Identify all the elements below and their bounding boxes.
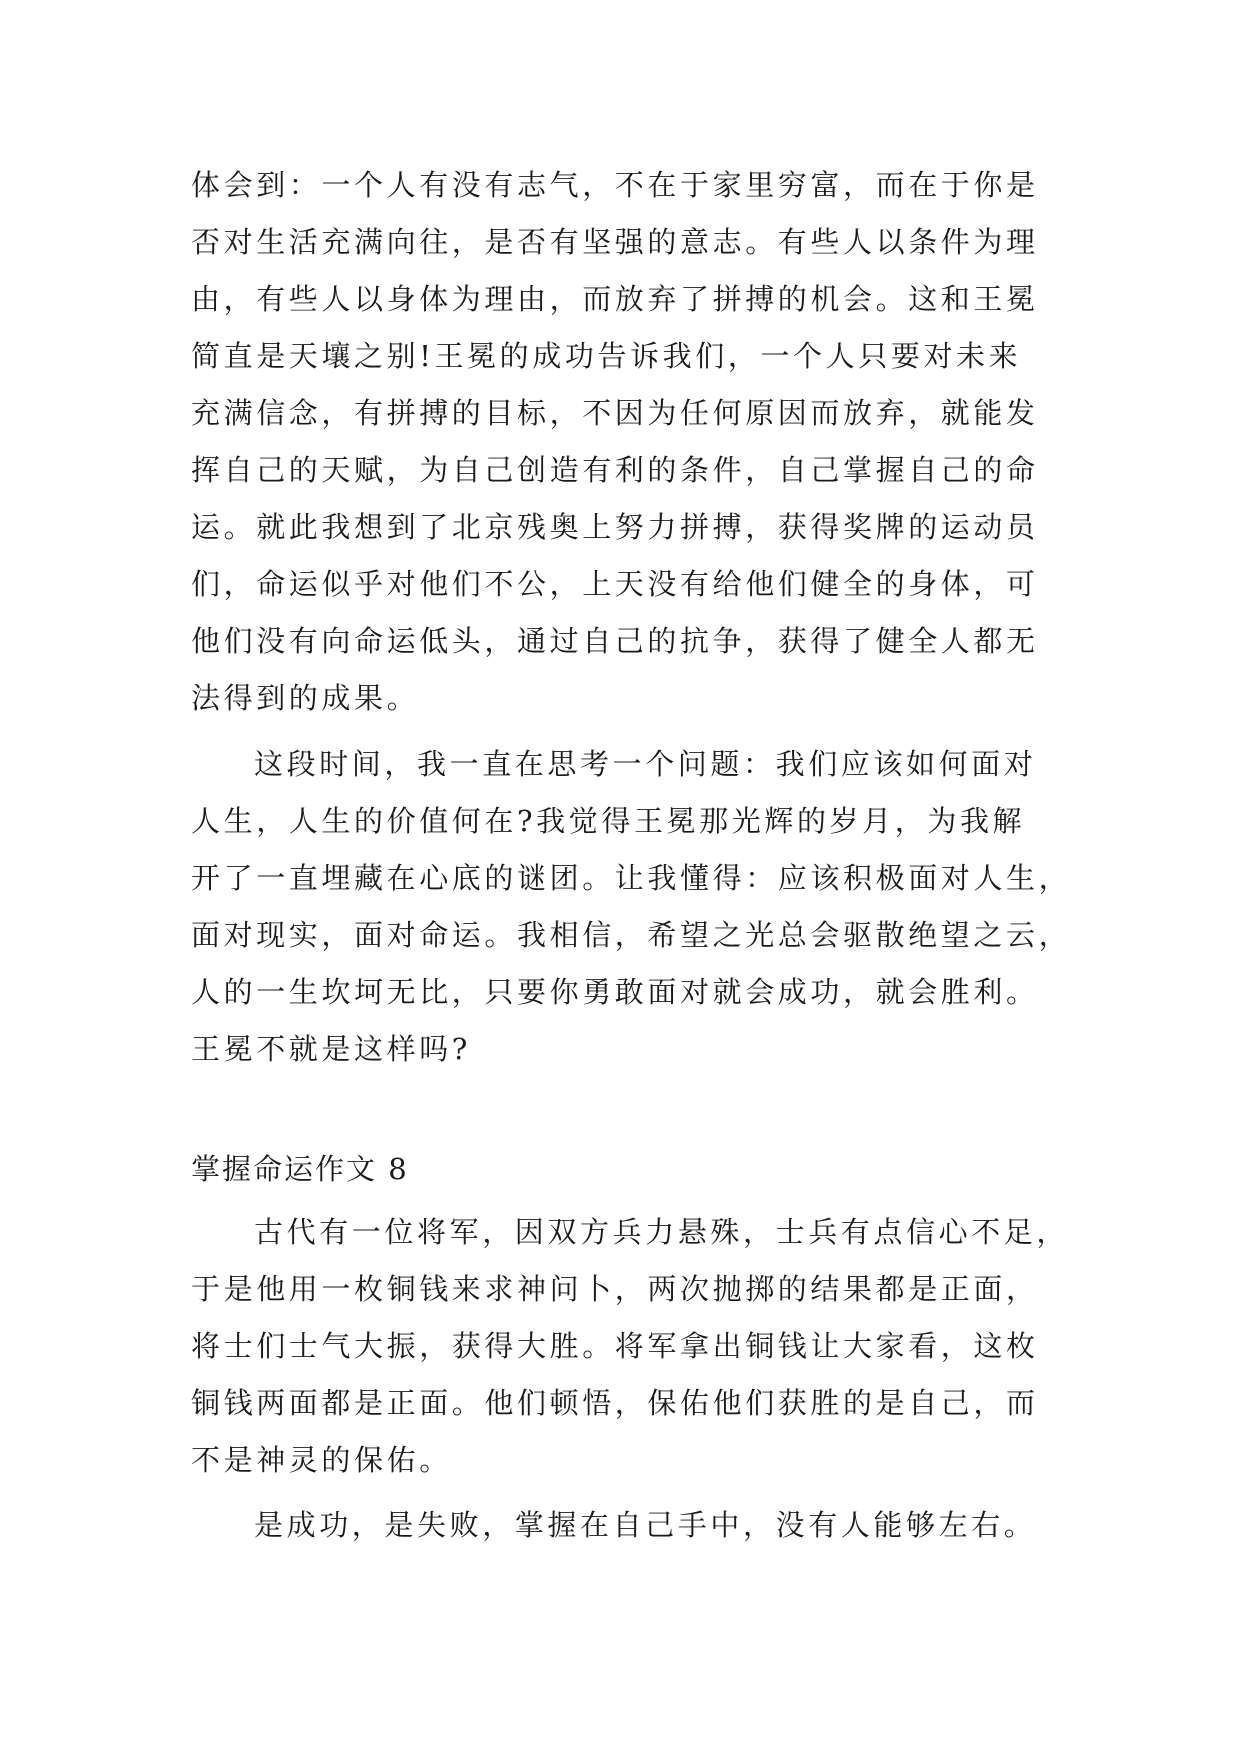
paragraph-line: 否对生活充满向往，是否有坚强的意志。有些人以条件为理 (191, 225, 1039, 259)
paragraph-line: 法得到的成果。 (191, 681, 420, 715)
paragraph-line: 运。就此我想到了北京残奥上努力拼搏，获得奖牌的运动员 (191, 510, 1039, 544)
paragraph-line: 充满信念，有拼搏的目标，不因为任何原因而放弃，就能发 (191, 396, 1039, 430)
paragraph-line: 是成功，是失败，掌握在自己手中，没有人能够左右。 (254, 1508, 1037, 1542)
paragraph-line: 将士们士气大振，获得大胜。将军拿出铜钱让大家看，这枚 (191, 1329, 1039, 1363)
paragraph-line: 体会到：一个人有没有志气，不在于家里穷富，而在于你是 (191, 168, 1039, 202)
paragraph-line: 铜钱两面都是正面。他们顿悟，保佑他们获胜的是自己，而 (191, 1386, 1039, 1420)
paragraph-line: 们，命运似乎对他们不公，上天没有给他们健全的身体，可 (191, 567, 1039, 601)
paragraph-line: 古代有一位将军，因双方兵力悬殊，士兵有点信心不足， (254, 1215, 1070, 1249)
paragraph-line: 王冕不就是这样吗? (191, 1032, 471, 1066)
paragraph-line: 这段时间，我一直在思考一个问题：我们应该如何面对 (254, 747, 1037, 781)
paragraph-line: 人的一生坎坷无比，只要你勇敢面对就会成功，就会胜利。 (191, 975, 1039, 1009)
paragraph-line: 由，有些人以身体为理由，而放弃了拼搏的机会。这和王冕 (191, 282, 1039, 316)
paragraph-line: 于是他用一枚铜钱来求神问卜，两次抛掷的结果都是正面， (191, 1272, 1039, 1306)
paragraph-line: 他们没有向命运低头，通过自己的抗争，获得了健全人都无 (191, 624, 1039, 658)
paragraph-line: 面对现实，面对命运。我相信，希望之光总会驱散绝望之云， (191, 918, 1072, 952)
paragraph-line: 开了一直埋藏在心底的谜团。让我懂得：应该积极面对人生， (191, 861, 1072, 895)
paragraph-line: 挥自己的天赋，为自己创造有利的条件，自己掌握自己的命 (191, 453, 1039, 487)
section-heading: 掌握命运作文 8 (191, 1152, 409, 1186)
paragraph-line: 简直是天壤之别!王冕的成功告诉我们，一个人只要对未来 (191, 339, 1022, 373)
paragraph-line: 不是神灵的保佑。 (191, 1443, 452, 1477)
paragraph-line: 人生，人生的价值何在?我觉得王冕那光辉的岁月，为我解 (191, 804, 1026, 838)
